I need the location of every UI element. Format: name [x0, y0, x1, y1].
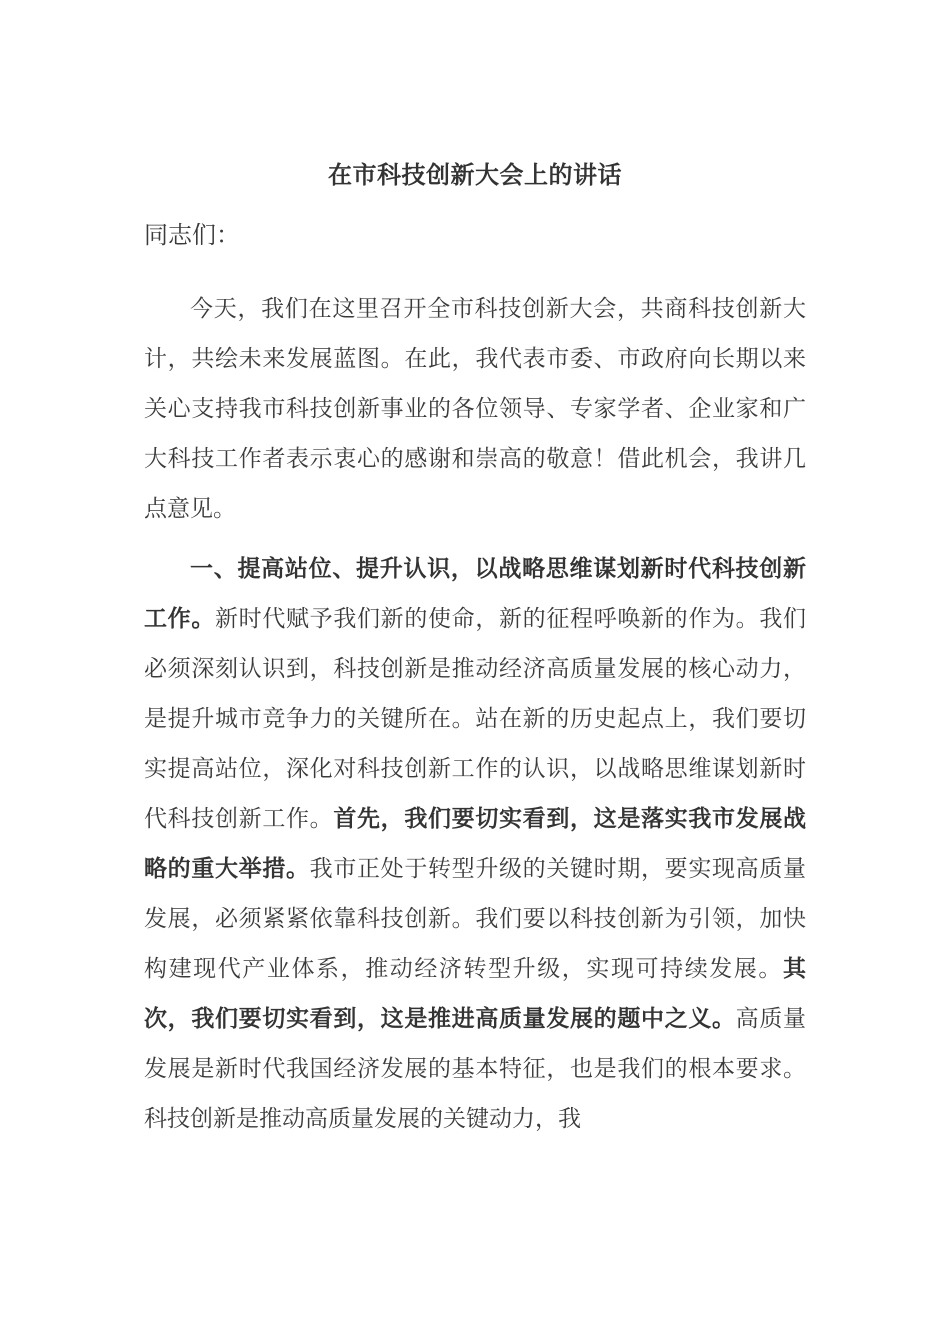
section-one-text-2: 我市正处于转型升级的关键时期，要实现高质量发展，必须紧紧依靠科技创新。我们要以科技创新为引领，加快构建现代产业体系，推动经济转型升级，实现可持续发展。 [144, 856, 807, 982]
paragraph-section-one [144, 534, 806, 1144]
section-one-point-1: 首先，我们要切实看到，这是落实我市发展战略的重大举措。 [144, 806, 807, 882]
document-title: 在市科技创新大会上的讲话 [328, 161, 622, 189]
document-page [144, 150, 806, 1144]
paragraph-intro: 今天，我们在这里召开全市科技创新大会，共商科技创新大计，共绘未来发展蓝图。在此，我代表市委、市政府向长期以来关心支持我市科技创新事业的各位领导、专家学者、企业家和广大科技工作者表示衷心的感谢和崇高的敬意！借此机会，我讲几点意见。 [144, 296, 806, 522]
section-one-text-3: 高质量发展是新时代我国经济发展的基本特征，也是我们的根本要求。科技创新是推动高质量发展的关键动力，我 [144, 1006, 807, 1132]
section-one-text-1: 新时代赋予我们新的使命，新的征程呼唤新的作为。我们必须深刻认识到，科技创新是推动经济高质量发展的核心动力，是提升城市竞争力的关键所在。站在新的历史起点上，我们要切实提高站位，深化对科技创新工作的认识，以战略思维谋划新时代科技创新工作。 [144, 606, 806, 832]
salutation: 同志们： [144, 221, 240, 249]
section-one-point-2: 其次，我们要切实看到，这是推进高质量发展的题中之义。 [144, 956, 806, 1032]
section-one-heading: 一、提高站位、提升认识，以战略思维谋划新时代科技创新工作。 [144, 556, 806, 632]
